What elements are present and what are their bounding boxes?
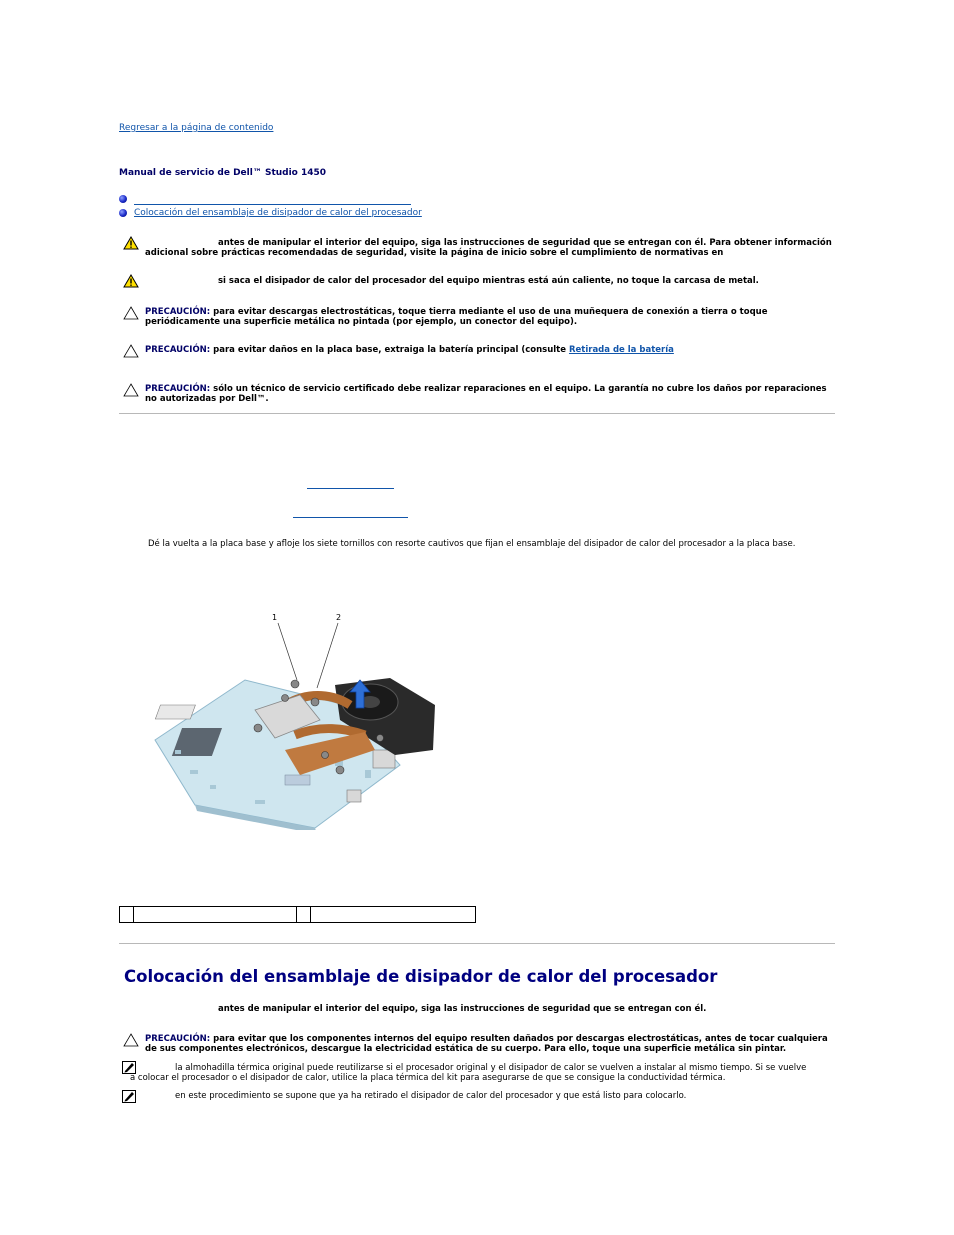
callout-1: 1 <box>272 613 278 622</box>
legend-label-cell <box>134 907 297 923</box>
step-link-1[interactable] <box>307 488 394 489</box>
step-link-2[interactable] <box>293 517 408 518</box>
legend-number-cell <box>297 907 311 923</box>
heatsink-figure <box>135 610 440 830</box>
callout-legend-table <box>119 906 476 923</box>
toc-item-replacement[interactable]: Colocación del ensamblaje de disipador de calor del procesador <box>119 208 439 220</box>
caution-icon <box>123 306 139 320</box>
section-divider <box>119 943 835 944</box>
warning-text: antes de manipular el interior del equipo, siga las instrucciones de seguridad que se entregan con él. Para obtener información adicional sobre prácticas recomendadas de seguridad, visite la página de inicio sobre el cumplimiento de normativas en <box>145 238 832 258</box>
warning-text: antes de manipular el interior del equipo, siga las instrucciones de seguridad que se entregan con él. <box>218 1004 707 1014</box>
note-text: en este procedimiento se supone que ya ha retirado el disipador de calor del procesador y que está listo para colocarlo. <box>175 1091 687 1101</box>
caution-text: PRECAUCIÓN: para evitar que los componentes internos del equipo resulten dañados por descargas electrostáticas, antes de tocar cualquiera de sus componentes electrónicos, descargue la electricidad estática de su cuerpo. Para ello, toque una superficie metálica sin pintar. <box>145 1034 828 1054</box>
caution-icon <box>123 344 139 358</box>
note-icon <box>122 1090 136 1103</box>
legend-number-cell <box>120 907 134 923</box>
caution-icon <box>123 383 139 397</box>
bullet-icon <box>119 195 127 203</box>
caution-text: PRECAUCIÓN: sólo un técnico de servicio certificado debe realizar reparaciones en el equipo. La garantía no cubre los daños por reparaciones no autorizadas por Dell™. <box>145 384 827 404</box>
battery-removal-link[interactable]: Retirada de la batería <box>568 345 674 355</box>
manual-title: Manual de servicio de Dell™ Studio 1450 <box>119 168 327 178</box>
bullet-icon <box>119 209 127 217</box>
caution-text: PRECAUCIÓN: para evitar descargas electrostáticas, toque tierra mediante el uso de una muñequera de conexión a tierra o toque periódicamente una superficie metálica no pintada (por ejemplo, un conector del equipo). <box>145 307 768 327</box>
caution-text: PRECAUCIÓN: para evitar daños en la placa base, extraiga la batería principal (consulte Retirada de la batería <box>145 345 674 355</box>
back-to-contents-link[interactable]: Regresar a la página de contenido <box>119 123 274 133</box>
caution-icon <box>123 1033 139 1047</box>
warning-icon <box>123 274 139 288</box>
callout-2: 2 <box>336 613 342 622</box>
toc-item-removal[interactable] <box>119 195 419 207</box>
legend-label-cell <box>311 907 476 923</box>
section-divider <box>119 413 835 414</box>
warning-icon <box>123 236 139 250</box>
warning-text: si saca el disipador de calor del procesador del equipo mientras está aún caliente, no toque la carcasa de metal. <box>218 276 759 286</box>
toc-link-underline <box>134 204 411 205</box>
note-text: la almohadilla térmica original puede reutilizarse si el procesador original y el disipador de calor se vuelven a instalar al mismo tiempo. Si se vuelve a colocar el procesador o el disipador de calor, utilice la placa térmica del kit para asegurarse de que se consigue la conductividad térmica. <box>130 1063 807 1083</box>
step-3-text: Dé la vuelta a la placa base y afloje los siete tornillos con resorte cautivos que fijan el ensamblaje del disipador de calor del procesador a la placa base. <box>148 539 796 549</box>
section-title: Colocación del ensamblaje de disipador de calor del procesador <box>124 967 718 986</box>
table-row <box>120 907 476 923</box>
